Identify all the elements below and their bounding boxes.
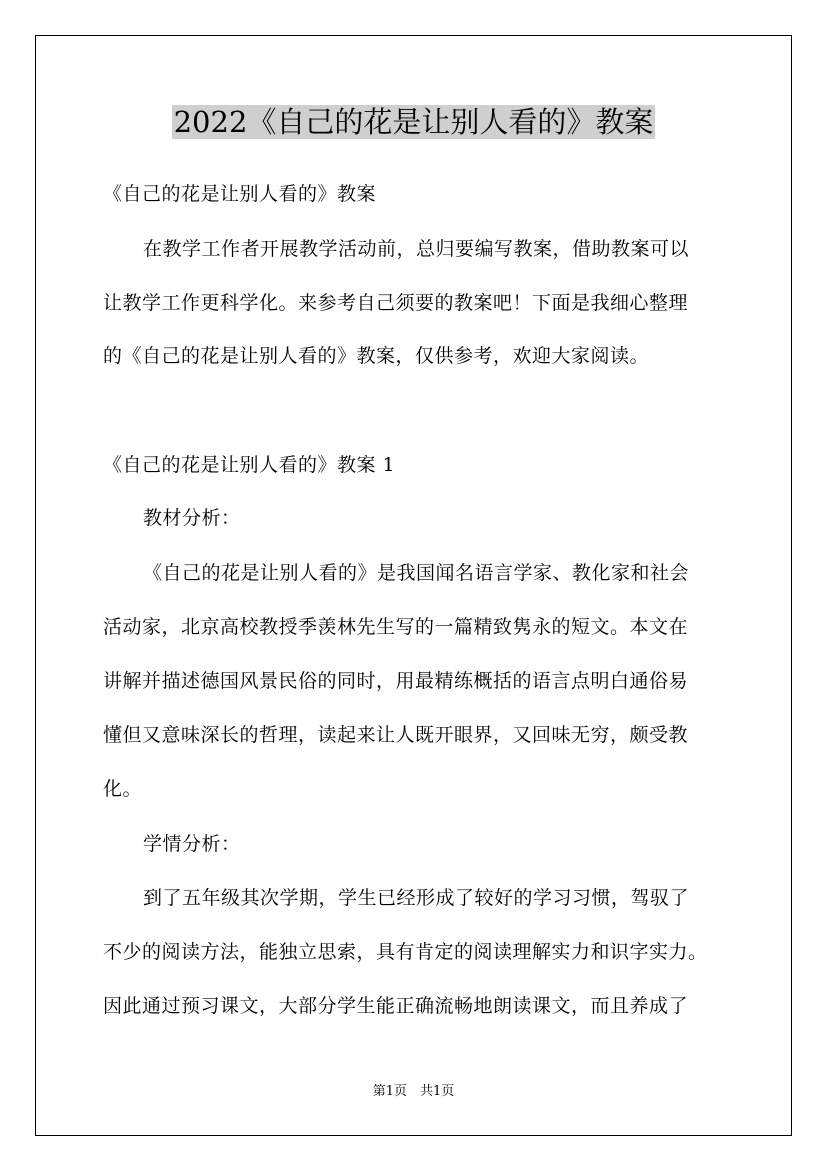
intro-line: 让教学工作更科学化。来参考自己须要的教案吧！下面是我细心整理 [103, 292, 689, 314]
section-heading: 《自己的花是让别人看的》教案 1 [103, 454, 396, 476]
document-title-text: 2022《自己的花是让别人看的》教案 [173, 105, 654, 139]
document-subtitle: 《自己的花是让别人看的》教案 [103, 183, 377, 205]
student-analysis-line: 到了五年级其次学期，学生已经形成了较好的学习习惯，驾驭了 [143, 887, 690, 909]
textbook-analysis-line: 活动家，北京高校教授季羡林先生写的一篇精致隽永的短文。本文在 [103, 616, 689, 638]
textbook-analysis-line: 化。 [103, 778, 143, 800]
page-number-footer: 第1页 共1页 [372, 1084, 455, 1099]
student-analysis-heading: 学情分析： [143, 833, 241, 855]
student-analysis-line: 因此通过预习课文，大部分学生能正确流畅地朗读课文，而且养成了 [103, 995, 689, 1017]
textbook-analysis-heading: 教材分析： [143, 507, 241, 529]
document-title [0, 101, 827, 143]
intro-line: 的《自己的花是让别人看的》教案，仅供参考，欢迎大家阅读。 [103, 345, 650, 367]
textbook-analysis-line: 讲解并描述德国风景民俗的同时，用最精练概括的语言点明白通俗易 [103, 670, 689, 692]
student-analysis-line: 不少的阅读方法，能独立思索，具有肯定的阅读理解实力和识字实力。 [103, 941, 708, 963]
intro-line: 在教学工作者开展教学活动前，总归要编写教案，借助教案可以 [143, 238, 690, 260]
textbook-analysis-line: 懂但又意味深长的哲理，读起来让人既开眼界，又回味无穷，颇受教 [103, 724, 689, 746]
textbook-analysis-line: 《自己的花是让别人看的》是我国闻名语言学家、教化家和社会 [143, 562, 690, 584]
